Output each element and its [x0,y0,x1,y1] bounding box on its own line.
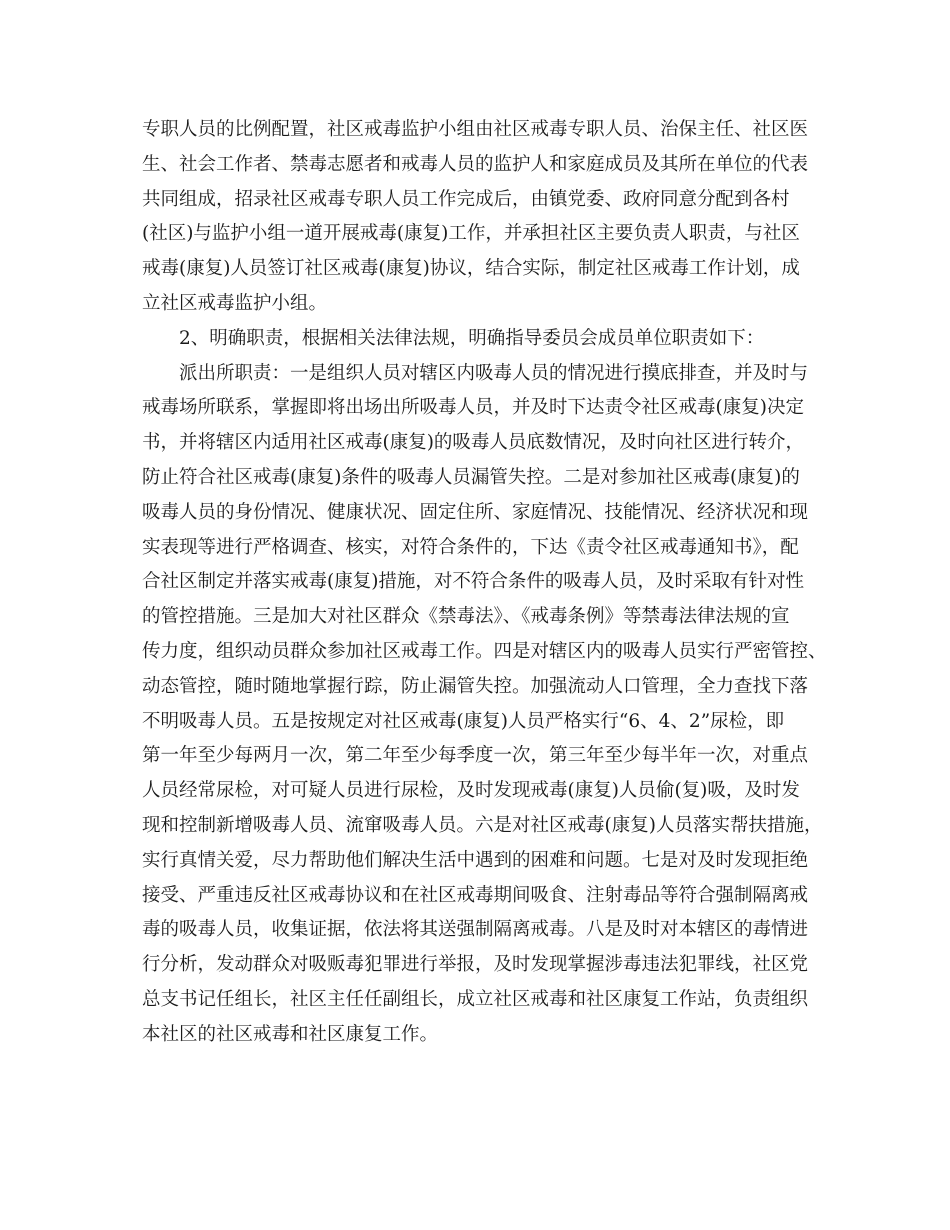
text-line: 实行真情关爱，尽力帮助他们解决生活中遇到的困难和问题。七是对及时发现拒绝 [142,849,809,871]
text-line: 本社区的社区戒毒和社区康复工作。 [142,1023,439,1045]
paragraph-3 [142,357,827,1053]
document-body [142,113,827,1053]
text-line: 人员经常尿检，对可疑人员进行尿检，及时发现戒毒(康复)人员偷(复)吸，及时发 [142,780,800,802]
text-line: 共同组成，招录社区戒毒专职人员工作完成后，由镇党委、政府同意分配到各村 [142,188,790,210]
text-line: 不明吸毒人员。五是按规定对社区戒毒(康复)人员严格实行“6、4、2”尿检，即 [142,710,785,732]
text-line: 吸毒人员的身份情况、健康状况、固定住所、家庭情况、技能情况、经济状况和现 [142,501,809,523]
text-line: 书，并将辖区内适用社区戒毒(康复)的吸毒人员底数情况，及时向社区进行转介， [142,432,804,454]
text-line: 防止符合社区戒毒(康复)条件的吸毒人员漏管失控。二是对参加社区戒毒(康复)的 [142,466,800,488]
paragraph-1 [142,113,822,322]
text-line: 总支书记任组长，社区主任任副组长，成立社区戒毒和社区康复工作站，负责组织 [142,988,809,1010]
text-line: 传力度，组织动员群众参加社区戒毒工作。四是对辖区内的吸毒人员实行严密管控、 [142,640,827,662]
text-line: 毒的吸毒人员，收集证据，依法将其送强制隔离戒毒。八是及时对本辖区的毒情进 [142,919,809,941]
text-line: 接受、严重违反社区戒毒协议和在社区戒毒期间吸食、注射毒品等符合强制隔离戒 [142,884,809,906]
text-line: 戒毒场所联系，掌握即将出场出所吸毒人员，并及时下达责令社区戒毒(康复)决定 [142,397,804,419]
text-line: (社区)与监护小组一道开展戒毒(康复)工作，并承担社区主要负责人职责，与社区 [142,223,800,245]
text-line: 2、明确职责，根据相关法律法规，明确指导委员会成员单位职责如下： [179,327,765,349]
text-line: 专职人员的比例配置，社区戒毒监护小组由社区戒毒专职人员、治保主任、社区医 [142,119,809,140]
text-line: 现和控制新增吸毒人员、流窜吸毒人员。六是对社区戒毒(康复)人员落实帮扶措施， [142,814,823,836]
text-line: 戒毒(康复)人员签订社区戒毒(康复)协议，结合实际，制定社区戒毒工作计划，成 [142,258,800,280]
text-line: 合社区制定并落实戒毒(康复)措施，对不符合条件的吸毒人员，及时采取有针对性 [142,571,804,593]
text-line: 行分析，发动群众对吸贩毒犯罪进行举报，及时发现掌握涉毒违法犯罪线，社区党 [142,954,809,976]
text-line: 实表现等进行严格调查、核实，对符合条件的，下达《责令社区戒毒通知书》，配 [142,536,799,558]
text-line: 的管控措施。三是加大对社区群众《禁毒法》、《戒毒条例》等禁毒法律法规的宣 [142,606,790,628]
text-line: 生、社会工作者、禁毒志愿者和戒毒人员的监护人和家庭成员及其所在单位的代表 [142,153,809,175]
text-line: 派出所职责：一是组织人员对辖区内吸毒人员的情况进行摸底排查，并及时与 [179,362,809,384]
paragraph-2 [142,322,822,357]
text-line: 第一年至少每两月一次，第二年至少每季度一次，第三年至少每半年一次，对重点 [142,745,809,767]
text-line: 动态管控，随时随地掌握行踪，防止漏管失控。加强流动人口管理，全力查找下落 [142,675,809,697]
text-line: 立社区戒毒监护小组。 [142,292,328,314]
